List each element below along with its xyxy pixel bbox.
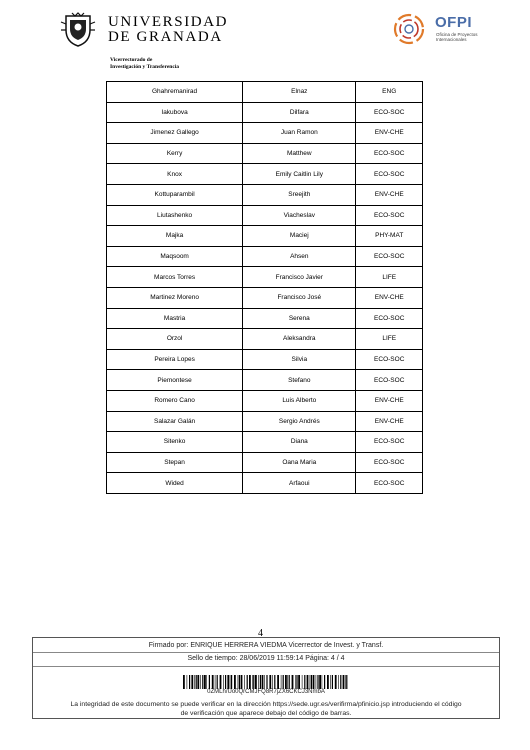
barcode-bar [317, 675, 318, 689]
given-name-cell: Sergio Andrés [243, 411, 356, 432]
surname-cell: Mastria [107, 308, 243, 329]
given-name-cell: Silvia [243, 349, 356, 370]
signed-by-text: Firmado por: ENRIQUE HERRERA VIEDMA Vicerrector de Invest. y Transf. [148, 642, 384, 649]
given-name-cell: Aleksandra [243, 329, 356, 350]
table-row [107, 329, 423, 350]
table-row [107, 205, 423, 226]
table-row [107, 123, 423, 144]
table-row [107, 432, 423, 453]
panel-cell: ECO-SOC [356, 308, 423, 329]
table-row [107, 287, 423, 308]
barcode-bar [209, 675, 210, 689]
barcode-bar [319, 675, 321, 689]
researcher-table-body [107, 82, 423, 494]
barcode-bar [285, 675, 287, 689]
table-row [107, 164, 423, 185]
surname-cell: Marcos Torres [107, 267, 243, 288]
barcode-bar [311, 675, 312, 689]
barcode-bar [335, 675, 337, 689]
page-header [0, 0, 530, 70]
given-name-cell: Maciej [243, 226, 356, 247]
university-crest-icon [58, 10, 98, 50]
given-name-cell: Ahsen [243, 246, 356, 267]
panel-cell: ECO-SOC [356, 246, 423, 267]
barcode-bar [296, 675, 297, 689]
barcode-bar [202, 675, 203, 689]
barcode-bar [196, 675, 197, 689]
verification-line1: La integridad de este documento se puede verificar en la dirección https://sede.ugr.es/verifirma/pfinicio.jsp introduciendo el código [70, 701, 462, 708]
vicerrectorado-line2: Investigación y Transferencia [110, 63, 180, 70]
barcode-bar [260, 675, 261, 689]
barcode-bar [241, 675, 243, 689]
surname-cell: Jimenez Gallego [107, 123, 243, 144]
barcode-bar [289, 675, 290, 689]
surname-cell: Knox [107, 164, 243, 185]
barcode-bar [266, 675, 267, 689]
barcode-code: 0ZMLh/Uo0QrCMJFQ8R7jZX6CKCJ3NmbA [207, 689, 325, 695]
given-name-cell: Oana Maria [243, 452, 356, 473]
given-name-cell: Elnaz [243, 82, 356, 103]
researcher-table [106, 81, 423, 494]
given-name-cell: Stefano [243, 370, 356, 391]
barcode-bar [194, 675, 195, 689]
barcode-bar [215, 675, 216, 689]
given-name-cell: Diana [243, 432, 356, 453]
barcode-bar [338, 675, 339, 689]
vicerrectorado-line1: Vicerrectorado de [110, 57, 153, 63]
table-row [107, 82, 423, 103]
barcode-bar [269, 675, 271, 689]
barcode-bar [298, 675, 300, 689]
barcode-bar [274, 675, 275, 689]
table-row [107, 473, 423, 494]
barcode-bar [231, 675, 232, 689]
barcode-bar [187, 675, 188, 689]
barcode-bar [238, 675, 239, 689]
barcode-bar [264, 675, 265, 689]
barcode-bar [247, 675, 248, 689]
barcode-bar [345, 675, 346, 689]
barcode-bar [200, 675, 201, 689]
barcode-bar [283, 675, 284, 689]
verification-barcode-icon [183, 675, 348, 689]
panel-cell: ECO-SOC [356, 102, 423, 123]
barcode-bar [262, 675, 264, 689]
barcode-bar [244, 675, 245, 689]
barcode-bar [330, 675, 331, 689]
given-name-cell: Juan Ramon [243, 123, 356, 144]
given-name-cell: Luis Alberto [243, 390, 356, 411]
panel-cell: ECO-SOC [356, 143, 423, 164]
panel-cell: ECO-SOC [356, 473, 423, 494]
table-row [107, 452, 423, 473]
panel-cell: PHY-MAT [356, 226, 423, 247]
panel-cell: ECO-SOC [356, 370, 423, 391]
panel-cell: ENV-CHE [356, 287, 423, 308]
signature-divider [33, 652, 499, 653]
barcode-bar [258, 675, 259, 689]
surname-cell: Orzol [107, 329, 243, 350]
table-row [107, 102, 423, 123]
ofpi-title: OFPI [435, 14, 473, 31]
barcode-bar [189, 675, 190, 689]
surname-cell: Maqsoom [107, 246, 243, 267]
panel-cell: ECO-SOC [356, 452, 423, 473]
table-row [107, 226, 423, 247]
surname-cell: Ghahremanirad [107, 82, 243, 103]
barcode-bar [252, 675, 253, 689]
panel-cell: ENG [356, 82, 423, 103]
surname-cell: Iakubova [107, 102, 243, 123]
given-name-cell: Viacheslav [243, 205, 356, 226]
table-row [107, 349, 423, 370]
university-name-line2: DE GRANADA [108, 29, 223, 45]
table-row [107, 308, 423, 329]
surname-cell: Majka [107, 226, 243, 247]
barcode-bar [295, 675, 296, 689]
barcode-bar [281, 675, 282, 689]
page-number: 4 [258, 628, 263, 639]
barcode-bar [249, 675, 251, 689]
barcode-bar [340, 675, 341, 689]
panel-cell: ENV-CHE [356, 390, 423, 411]
ofpi-subtitle: Oficina de Proyectos Internacionales [436, 32, 478, 42]
barcode-bar [217, 675, 218, 689]
barcode-bar [255, 675, 257, 689]
barcode-bar [230, 675, 231, 689]
barcode-bar [304, 675, 305, 689]
surname-cell: Martinez Moreno [107, 287, 243, 308]
university-name [108, 15, 228, 45]
surname-cell: Sitenko [107, 432, 243, 453]
barcode-bar [343, 675, 345, 689]
ofpi-logo-icon [392, 12, 426, 46]
barcode-bar [183, 675, 185, 689]
given-name-cell: Arfaoui [243, 473, 356, 494]
panel-cell: ENV-CHE [356, 123, 423, 144]
barcode-bar [332, 675, 333, 689]
panel-cell: LIFE [356, 267, 423, 288]
given-name-cell: Francisco José [243, 287, 356, 308]
timestamp-divider [33, 666, 499, 667]
table-row [107, 184, 423, 205]
barcode-bar [327, 675, 329, 689]
table-row [107, 246, 423, 267]
surname-cell: Salazar Galán [107, 411, 243, 432]
panel-cell: ECO-SOC [356, 205, 423, 226]
surname-cell: Romero Cano [107, 390, 243, 411]
timestamp-text: Sello de tiempo: 28/06/2019 11:59:14 Página: 4 / 4 [187, 655, 345, 662]
barcode-bar [206, 675, 207, 689]
barcode-bar [239, 675, 240, 689]
given-name-cell: Emily Caitlin Lily [243, 164, 356, 185]
barcode-bar [324, 675, 325, 689]
surname-cell: Liutashenko [107, 205, 243, 226]
barcode-bar [220, 675, 222, 689]
given-name-cell: Francisco Javier [243, 267, 356, 288]
barcode-bar [307, 675, 309, 689]
vicerrectorado-label [110, 57, 179, 70]
verification-line2: de verificación que aparece debajo del código de barras. [180, 710, 352, 717]
barcode-bar [313, 675, 315, 689]
table-row [107, 143, 423, 164]
barcode-bar [225, 675, 226, 689]
barcode-bar [253, 675, 254, 689]
barcode-bar [292, 675, 294, 689]
table-row [107, 390, 423, 411]
barcode-bar [277, 675, 279, 689]
surname-cell: Pereira Lopes [107, 349, 243, 370]
given-name-cell: Sreejith [243, 184, 356, 205]
barcode-bar [191, 675, 193, 689]
panel-cell: ECO-SOC [356, 164, 423, 185]
barcode-bar [197, 675, 199, 689]
surname-cell: Kerry [107, 143, 243, 164]
panel-cell: LIFE [356, 329, 423, 350]
panel-cell: ECO-SOC [356, 349, 423, 370]
verification-notice [33, 700, 499, 718]
surname-cell: Piemontese [107, 370, 243, 391]
barcode-bar [234, 675, 236, 689]
table-row [107, 267, 423, 288]
panel-cell: ENV-CHE [356, 411, 423, 432]
table-row [107, 411, 423, 432]
barcode-bar [212, 675, 214, 689]
barcode-bar [322, 675, 323, 689]
barcode-bar [223, 675, 224, 689]
barcode-bar [272, 675, 273, 689]
barcode-bar [316, 675, 317, 689]
surname-cell: Kottuparambil [107, 184, 243, 205]
panel-cell: ENV-CHE [356, 184, 423, 205]
surname-cell: Stepan [107, 452, 243, 473]
table-row [107, 370, 423, 391]
given-name-cell: Dilfara [243, 102, 356, 123]
barcode-bar [287, 675, 288, 689]
given-name-cell: Serena [243, 308, 356, 329]
panel-cell: ECO-SOC [356, 432, 423, 453]
barcode-bar [227, 675, 229, 689]
barcode-bar [346, 675, 347, 689]
barcode-bar [310, 675, 311, 689]
barcode-bar [302, 675, 303, 689]
barcode-bar [204, 675, 206, 689]
signature-box [32, 637, 500, 719]
university-name-line1: UNIVERSIDAD [108, 14, 229, 30]
given-name-cell: Matthew [243, 143, 356, 164]
surname-cell: Wided [107, 473, 243, 494]
